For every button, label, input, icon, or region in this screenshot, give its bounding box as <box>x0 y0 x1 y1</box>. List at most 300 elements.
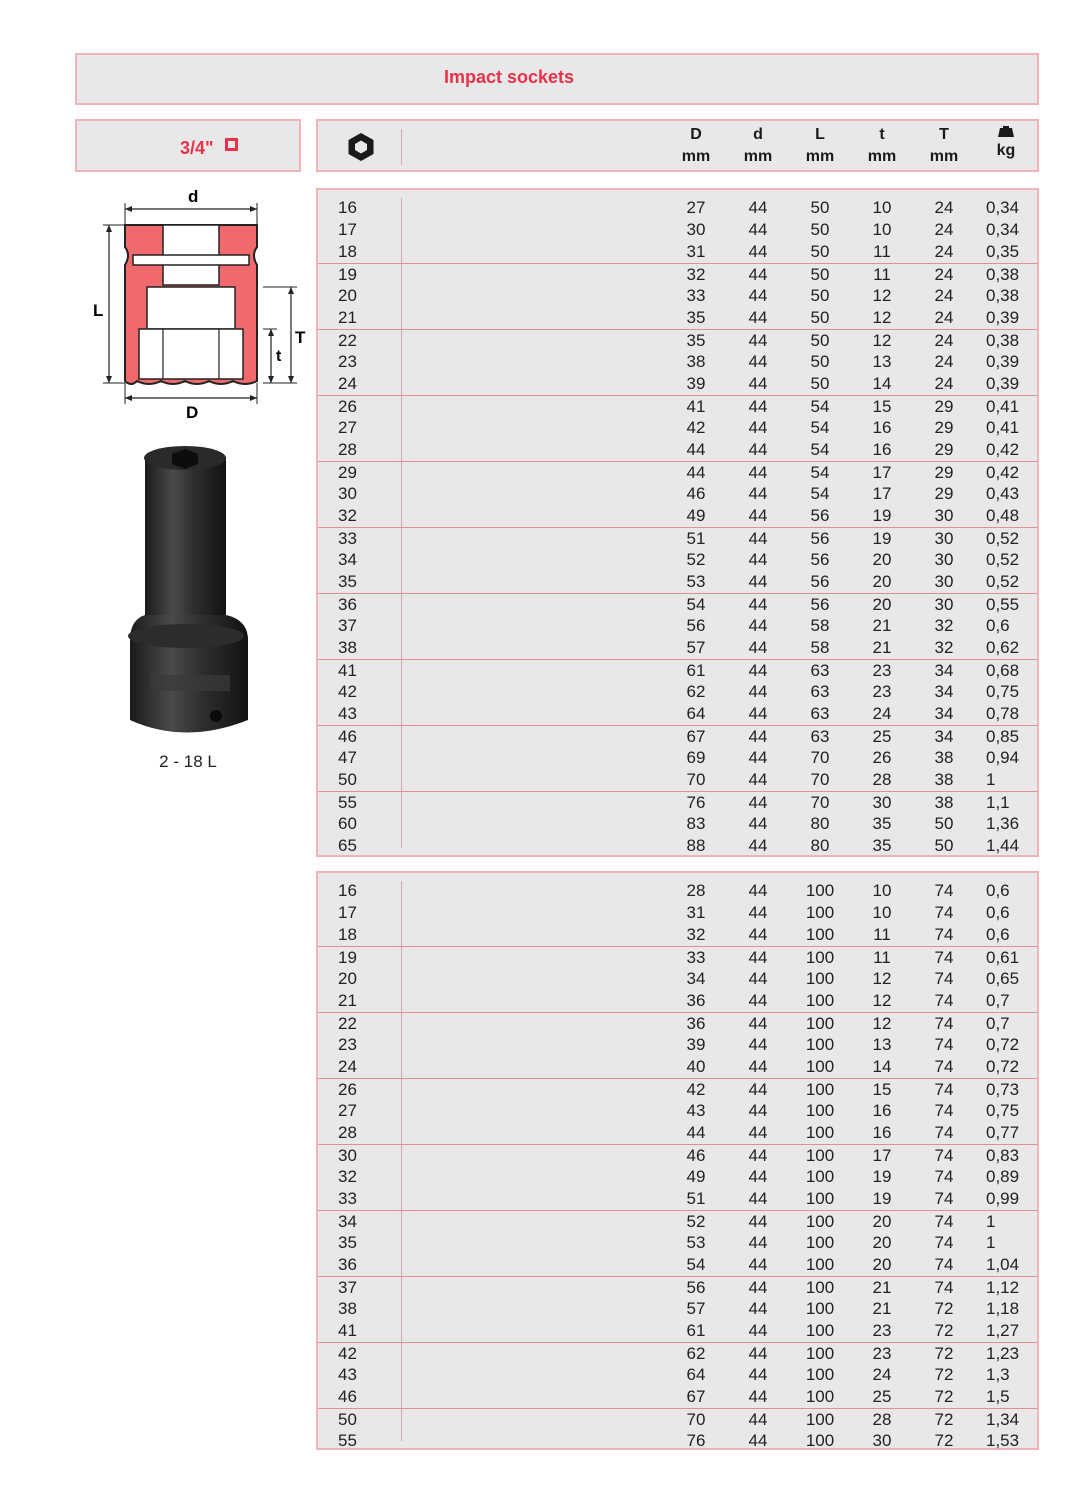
spec-cell: 100 <box>805 1146 835 1165</box>
socket-size-cell: 43 <box>338 1365 357 1384</box>
spec-cell: 39 <box>686 374 706 393</box>
socket-size-cell: 21 <box>338 308 357 327</box>
spec-cell: 54 <box>686 1255 706 1274</box>
socket-size-cell: 55 <box>338 1431 357 1450</box>
table-row <box>318 990 1037 1012</box>
spec-cell: 0,34 <box>986 220 1020 239</box>
socket-size-cell: 35 <box>338 1233 357 1252</box>
spec-cell: 1,23 <box>986 1344 1020 1363</box>
spec-cell: 44 <box>686 463 706 482</box>
spec-cell: 17 <box>872 463 892 482</box>
spec-cell: 24 <box>934 308 954 327</box>
spec-cell: 38 <box>934 793 954 812</box>
spec-cell: 1 <box>986 770 996 789</box>
spec-cell: 30 <box>934 595 954 614</box>
table-row <box>318 593 1037 616</box>
spec-cell: 44 <box>748 1410 768 1429</box>
spec-cell: 69 <box>686 748 706 767</box>
spec-cell: 44 <box>748 374 768 393</box>
spec-cell: 56 <box>686 1278 706 1297</box>
spec-cell: 30 <box>934 506 954 525</box>
socket-size-cell: 18 <box>338 925 357 944</box>
dim-label-L: L <box>93 301 104 320</box>
spec-cell: 43 <box>686 1101 706 1120</box>
spec-cell: 23 <box>872 1321 892 1340</box>
socket-size-cell: 37 <box>338 616 357 635</box>
spec-cell: 12 <box>872 969 892 988</box>
spec-cell: 0,48 <box>986 506 1020 525</box>
spec-cell: 44 <box>748 529 768 548</box>
spec-cell: 44 <box>748 991 768 1010</box>
spec-cell: 0,52 <box>986 550 1020 569</box>
spec-cell: 44 <box>748 418 768 437</box>
socket-size-cell: 22 <box>338 1014 357 1033</box>
spec-cell: 44 <box>748 397 768 416</box>
spec-cell: 100 <box>805 1365 835 1384</box>
spec-cell: 20 <box>872 1212 892 1231</box>
table-row <box>318 571 1037 593</box>
spec-cell: 44 <box>748 286 768 305</box>
spec-cell: 58 <box>810 616 830 635</box>
socket-size-cell: 19 <box>338 948 357 967</box>
spec-cell: 24 <box>934 265 954 284</box>
spec-cell: 20 <box>872 1255 892 1274</box>
dim-label-d: d <box>188 187 199 206</box>
spec-cell: 70 <box>810 793 830 812</box>
spec-cell: 17 <box>872 484 892 503</box>
spec-cell: 44 <box>748 1233 768 1252</box>
spec-cell: 50 <box>934 814 954 833</box>
spec-cell: 44 <box>748 1189 768 1208</box>
spec-cell: 100 <box>805 948 835 967</box>
spec-cell: 30 <box>934 550 954 569</box>
spec-cell: 0,78 <box>986 704 1020 723</box>
table-row <box>318 1364 1037 1386</box>
spec-cell: 0,85 <box>986 727 1020 746</box>
spec-cell: 88 <box>686 836 706 855</box>
spec-cell: 31 <box>686 903 706 922</box>
socket-size-cell: 60 <box>338 814 357 833</box>
table-row <box>318 1430 1037 1452</box>
spec-cell: 11 <box>873 948 891 967</box>
weight-icon <box>997 124 1015 138</box>
column-unit: mm <box>867 148 897 165</box>
spec-cell: 52 <box>686 550 706 569</box>
spec-cell: 1,53 <box>986 1431 1020 1450</box>
spec-cell: 57 <box>686 1299 706 1318</box>
spec-cell: 34 <box>934 727 954 746</box>
table-row <box>318 1298 1037 1320</box>
spec-cell: 44 <box>748 595 768 614</box>
socket-size-cell: 33 <box>338 1189 357 1208</box>
spec-cell: 74 <box>934 1035 954 1054</box>
socket-product-image <box>120 440 260 745</box>
spec-cell: 27 <box>686 198 706 217</box>
socket-size-cell: 28 <box>338 1123 357 1142</box>
spec-cell: 74 <box>934 1101 954 1120</box>
spec-cell: 0,75 <box>986 682 1020 701</box>
page-title: Impact sockets <box>443 67 575 87</box>
spec-cell: 72 <box>934 1321 954 1340</box>
spec-cell: 50 <box>810 220 830 239</box>
spec-cell: 44 <box>748 1321 768 1340</box>
spec-cell: 74 <box>934 925 954 944</box>
spec-cell: 32 <box>686 925 706 944</box>
spec-cell: 0,39 <box>986 374 1020 393</box>
spec-cell: 15 <box>872 1080 892 1099</box>
spec-cell: 44 <box>748 948 768 967</box>
spec-cell: 19 <box>872 506 892 525</box>
spec-cell: 53 <box>686 1233 706 1252</box>
spec-cell: 0,38 <box>986 265 1020 284</box>
column-unit: mm <box>805 148 835 165</box>
spec-cell: 46 <box>686 484 706 503</box>
table-row <box>318 813 1037 835</box>
spec-cell: 1,12 <box>986 1278 1020 1297</box>
socket-size-cell: 42 <box>338 1344 357 1363</box>
spec-cell: 44 <box>748 331 768 350</box>
spec-cell: 29 <box>934 440 954 459</box>
spec-cell: 0,7 <box>986 991 1010 1010</box>
socket-size-cell: 20 <box>338 286 357 305</box>
spec-cell: 0,72 <box>986 1057 1020 1076</box>
spec-cell: 0,52 <box>986 529 1020 548</box>
spec-cell: 42 <box>686 418 706 437</box>
spec-cell: 1 <box>986 1212 996 1231</box>
spec-cell: 100 <box>805 881 835 900</box>
spec-cell: 67 <box>686 727 706 746</box>
spec-cell: 44 <box>748 1057 768 1076</box>
spec-cell: 0,42 <box>986 463 1020 482</box>
spec-cell: 30 <box>934 529 954 548</box>
spec-cell: 38 <box>934 748 954 767</box>
spec-cell: 72 <box>934 1344 954 1363</box>
table-row <box>318 461 1037 484</box>
spec-cell: 38 <box>934 770 954 789</box>
spec-cell: 100 <box>805 1212 835 1231</box>
column-header-kg <box>976 124 1036 162</box>
table-row <box>318 1320 1037 1342</box>
column-header-d <box>728 124 788 168</box>
table-row <box>318 791 1037 814</box>
spec-cell: 39 <box>686 1035 706 1054</box>
spec-cell: 24 <box>934 220 954 239</box>
column-name: d <box>753 126 763 143</box>
spec-cell: 70 <box>810 770 830 789</box>
spec-cell: 14 <box>872 374 892 393</box>
spec-cell: 100 <box>805 991 835 1010</box>
spec-cell: 50 <box>810 286 830 305</box>
spec-cell: 0,42 <box>986 440 1020 459</box>
table-row <box>318 439 1037 461</box>
spec-cell: 44 <box>748 903 768 922</box>
spec-cell: 34 <box>934 661 954 680</box>
socket-size-cell: 27 <box>338 1101 357 1120</box>
spec-cell: 56 <box>810 550 830 569</box>
spec-cell: 54 <box>810 440 830 459</box>
spec-cell: 12 <box>872 308 892 327</box>
spec-cell: 1,04 <box>986 1255 1020 1274</box>
spec-cell: 28 <box>872 770 892 789</box>
table-row <box>318 681 1037 703</box>
socket-size-cell: 26 <box>338 1080 357 1099</box>
spec-cell: 44 <box>748 440 768 459</box>
socket-size-cell: 37 <box>338 1278 357 1297</box>
spec-cell: 44 <box>748 616 768 635</box>
spec-cell: 74 <box>934 1255 954 1274</box>
spec-cell: 70 <box>810 748 830 767</box>
spec-cell: 64 <box>686 1365 706 1384</box>
spec-cell: 0,61 <box>986 948 1020 967</box>
spec-cell: 100 <box>805 1101 835 1120</box>
spec-cell: 83 <box>686 814 706 833</box>
spec-cell: 74 <box>934 991 954 1010</box>
table-row <box>318 285 1037 307</box>
socket-size-cell: 50 <box>338 1410 357 1429</box>
spec-cell: 0,99 <box>986 1189 1020 1208</box>
spec-cell: 28 <box>872 1410 892 1429</box>
table-row <box>318 1276 1037 1299</box>
spec-cell: 0,41 <box>986 397 1020 416</box>
spec-cell: 70 <box>686 1410 706 1429</box>
spec-cell: 56 <box>686 616 706 635</box>
spec-cell: 12 <box>872 991 892 1010</box>
spec-cell: 44 <box>686 1123 706 1142</box>
spec-cell: 25 <box>872 727 892 746</box>
hexagon-icon <box>346 131 376 163</box>
spec-cell: 0,72 <box>986 1035 1020 1054</box>
table-row <box>318 373 1037 395</box>
spec-cell: 74 <box>934 1278 954 1297</box>
spec-cell: 44 <box>748 1278 768 1297</box>
spec-cell: 40 <box>686 1057 706 1076</box>
spec-cell: 74 <box>934 1080 954 1099</box>
spec-cell: 0,43 <box>986 484 1020 503</box>
spec-cell: 10 <box>872 903 892 922</box>
spec-cell: 50 <box>810 308 830 327</box>
spec-cell: 30 <box>872 793 892 812</box>
spec-cell: 23 <box>872 682 892 701</box>
table-row <box>318 351 1037 373</box>
table-row <box>318 1254 1037 1276</box>
column-unit: mm <box>929 148 959 165</box>
column-name: D <box>690 126 702 143</box>
table-row <box>318 725 1037 748</box>
spec-cell: 100 <box>805 1278 835 1297</box>
spec-cell: 0,41 <box>986 418 1020 437</box>
spec-cell: 0,75 <box>986 1101 1020 1120</box>
spec-cell: 24 <box>872 1365 892 1384</box>
spec-cell: 44 <box>748 1080 768 1099</box>
spec-cell: 31 <box>686 242 706 261</box>
spec-cell: 44 <box>686 440 706 459</box>
spec-cell: 76 <box>686 1431 706 1450</box>
spec-cell: 0,38 <box>986 286 1020 305</box>
spec-cell: 19 <box>872 1167 892 1186</box>
column-header-t <box>852 124 912 168</box>
spec-cell: 0,34 <box>986 198 1020 217</box>
spec-cell: 44 <box>748 308 768 327</box>
spec-cell: 20 <box>872 550 892 569</box>
table-row <box>318 924 1037 946</box>
spec-cell: 11 <box>873 925 891 944</box>
socket-size-cell: 24 <box>338 374 357 393</box>
spec-cell: 0,39 <box>986 352 1020 371</box>
spec-cell: 44 <box>748 506 768 525</box>
spec-cell: 74 <box>934 948 954 967</box>
spec-cell: 100 <box>805 969 835 988</box>
column-unit: mm <box>681 148 711 165</box>
spec-cell: 33 <box>686 286 706 305</box>
socket-size-cell: 18 <box>338 242 357 261</box>
table-row <box>318 483 1037 505</box>
spec-cell: 44 <box>748 793 768 812</box>
spec-cell: 100 <box>805 1431 835 1450</box>
spec-cell: 16 <box>872 418 892 437</box>
spec-cell: 74 <box>934 1057 954 1076</box>
column-name: t <box>879 126 885 143</box>
spec-cell: 35 <box>686 308 706 327</box>
spec-cell: 1 <box>986 1233 996 1252</box>
socket-size-cell: 35 <box>338 572 357 591</box>
table-row <box>318 417 1037 439</box>
dim-label-D: D <box>186 403 199 422</box>
table-row <box>318 395 1037 418</box>
table-row <box>318 219 1037 241</box>
column-header-T <box>914 124 974 168</box>
spec-cell: 24 <box>934 198 954 217</box>
spec-table-standard <box>316 188 1039 857</box>
spec-cell: 100 <box>805 1299 835 1318</box>
spec-cell: 38 <box>686 352 706 371</box>
spec-cell: 0,52 <box>986 572 1020 591</box>
spec-cell: 17 <box>872 1146 892 1165</box>
spec-cell: 80 <box>810 836 830 855</box>
drive-size-band <box>75 119 301 172</box>
spec-cell: 100 <box>805 925 835 944</box>
spec-cell: 100 <box>805 1233 835 1252</box>
spec-cell: 44 <box>748 1299 768 1318</box>
spec-cell: 50 <box>810 198 830 217</box>
socket-size-cell: 36 <box>338 1255 357 1274</box>
spec-cell: 56 <box>810 572 830 591</box>
spec-cell: 44 <box>748 1101 768 1120</box>
drive-size-label: 3/4" <box>180 138 214 158</box>
spec-cell: 44 <box>748 969 768 988</box>
spec-cell: 44 <box>748 220 768 239</box>
socket-size-cell: 46 <box>338 1387 357 1406</box>
spec-cell: 72 <box>934 1387 954 1406</box>
socket-size-cell: 41 <box>338 661 357 680</box>
spec-cell: 74 <box>934 1123 954 1142</box>
spec-cell: 61 <box>686 1321 706 1340</box>
spec-cell: 76 <box>686 793 706 812</box>
spec-cell: 1,27 <box>986 1321 1020 1340</box>
spec-cell: 67 <box>686 1387 706 1406</box>
table-row <box>318 637 1037 659</box>
spec-cell: 51 <box>686 1189 706 1208</box>
spec-cell: 19 <box>872 1189 892 1208</box>
socket-size-cell: 24 <box>338 1057 357 1076</box>
column-header-band <box>316 119 1039 172</box>
spec-cell: 44 <box>748 1365 768 1384</box>
spec-cell: 30 <box>686 220 706 239</box>
spec-cell: 34 <box>934 704 954 723</box>
spec-cell: 0,73 <box>986 1080 1020 1099</box>
spec-cell: 24 <box>934 331 954 350</box>
spec-cell: 29 <box>934 397 954 416</box>
spec-cell: 56 <box>810 595 830 614</box>
socket-size-cell: 34 <box>338 1212 357 1231</box>
table-row <box>318 263 1037 286</box>
spec-cell: 74 <box>934 969 954 988</box>
spec-cell: 14 <box>872 1057 892 1076</box>
spec-cell: 44 <box>748 748 768 767</box>
socket-size-cell: 17 <box>338 220 357 239</box>
spec-cell: 29 <box>934 418 954 437</box>
spec-cell: 61 <box>686 661 706 680</box>
spec-cell: 23 <box>872 661 892 680</box>
spec-cell: 12 <box>872 286 892 305</box>
spec-cell: 100 <box>805 1014 835 1033</box>
spec-cell: 24 <box>934 242 954 261</box>
spec-cell: 44 <box>748 682 768 701</box>
spec-cell: 62 <box>686 1344 706 1363</box>
socket-size-cell: 34 <box>338 550 357 569</box>
spec-cell: 64 <box>686 704 706 723</box>
spec-cell: 44 <box>748 463 768 482</box>
spec-cell: 44 <box>748 661 768 680</box>
table-row <box>318 1408 1037 1431</box>
spec-cell: 74 <box>934 903 954 922</box>
spec-cell: 15 <box>872 397 892 416</box>
socket-size-cell: 47 <box>338 748 357 767</box>
column-name: L <box>815 126 825 143</box>
spec-cell: 25 <box>872 1387 892 1406</box>
spec-cell: 74 <box>934 1233 954 1252</box>
socket-size-cell: 23 <box>338 1035 357 1054</box>
spec-cell: 44 <box>748 770 768 789</box>
spec-cell: 44 <box>748 638 768 657</box>
spec-cell: 20 <box>872 572 892 591</box>
spec-cell: 0,89 <box>986 1167 1020 1186</box>
spec-cell: 100 <box>805 1255 835 1274</box>
spec-cell: 44 <box>748 836 768 855</box>
table-row <box>318 615 1037 637</box>
spec-cell: 74 <box>934 1189 954 1208</box>
spec-cell: 0,6 <box>986 616 1010 635</box>
spec-cell: 100 <box>805 1189 835 1208</box>
spec-cell: 0,62 <box>986 638 1020 657</box>
table-row <box>318 1144 1037 1167</box>
column-unit: mm <box>743 148 773 165</box>
spec-cell: 35 <box>686 331 706 350</box>
spec-cell: 28 <box>686 881 706 900</box>
spec-cell: 50 <box>810 242 830 261</box>
spec-cell: 54 <box>810 397 830 416</box>
spec-cell: 49 <box>686 1167 706 1186</box>
spec-cell: 21 <box>872 638 892 657</box>
socket-size-cell: 38 <box>338 638 357 657</box>
spec-cell: 0,65 <box>986 969 1020 988</box>
spec-cell: 46 <box>686 1146 706 1165</box>
socket-size-cell: 46 <box>338 727 357 746</box>
spec-cell: 56 <box>810 529 830 548</box>
socket-size-cell: 28 <box>338 440 357 459</box>
spec-cell: 32 <box>934 638 954 657</box>
spec-cell: 44 <box>748 727 768 746</box>
spec-cell: 44 <box>748 1344 768 1363</box>
